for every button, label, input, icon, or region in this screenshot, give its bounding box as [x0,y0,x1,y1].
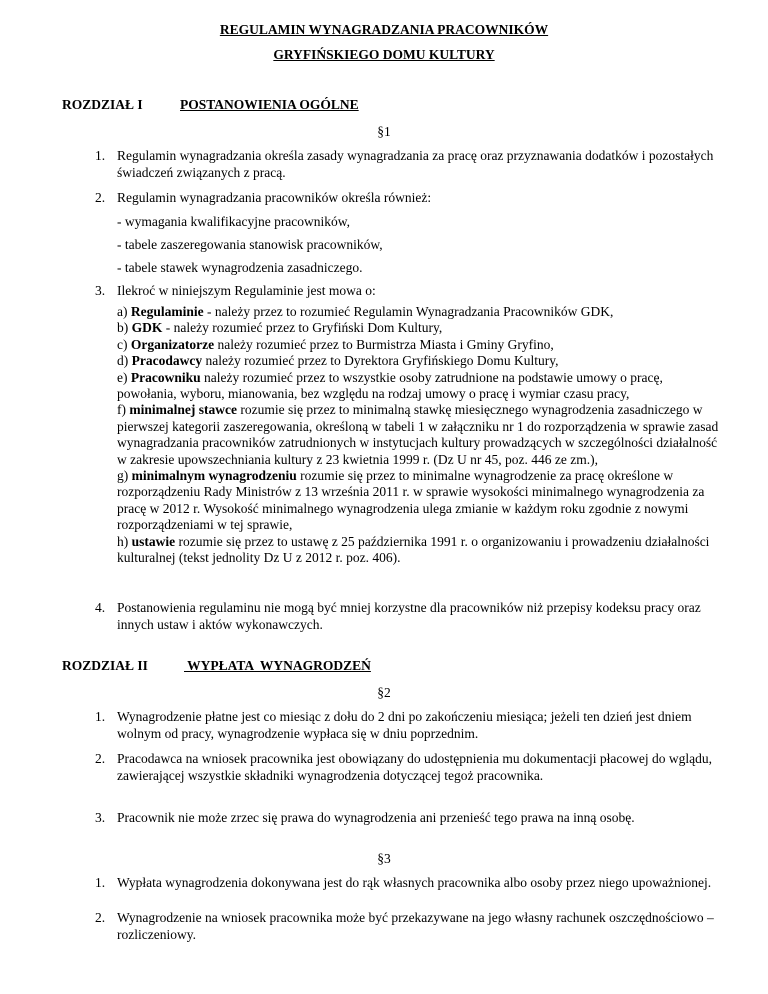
definition-term: Pracodawcy [131,353,203,369]
chapter-2-heading [62,658,371,674]
list-item-text: Postanowienia regulaminu nie mogą być mniej korzystne dla pracowników niż przepisy kodeksu pracy oraz innych ustaw i aktów wykonawczych. [117,600,701,632]
list-item-number: 1. [95,148,106,163]
list-item-number: 3. [95,810,106,825]
definition-prefix: g) [117,468,132,484]
definition-item [117,304,721,320]
document-title-line-2: GRYFIŃSKIEGO DOMU KULTURY [273,47,495,62]
definition-text: należy rozumieć przez to Burmistrza Miasta i Gminy Gryfino, [214,336,554,352]
definition-prefix: a) [117,304,131,319]
definition-text: rozumie się przez to minimalne wynagrodzenie za pracę określone w rozporządzeniu Rady Ministrów z 13 września 2011 r. w sprawie wysokości minimalnego wynagrodzenia za pracę w 2012 r. Wysokość minimalnego wynagrodzenia ulega zmianie w każdym roku zgodnie z nowymi rozporządzeniami w tej sprawie, [117,468,705,533]
sub-item: - tabele zaszeregowania stanowisk pracowników, [117,237,383,252]
definition-prefix: b) [117,320,132,336]
list-item-text: Ilekroć w niniejszym Regulaminie jest mowa o: [117,283,376,298]
definition-text: rozumie się przez to ustawę z 25 października 1991 r. o organizowaniu i prowadzeniu działalności kulturalnej (tekst jednolity Dz U z 2012 r. poz. 406). [117,533,710,566]
list-item-text: Wypłata wynagrodzenia dokonywana jest do rąk własnych pracownika albo osoby przez niego upoważnionej. [117,875,712,890]
definition-text: - należy rozumieć przez to Gryfiński Dom Kultury, [162,320,443,336]
list-item-number: 3. [95,283,106,298]
definition-text: należy rozumieć przez to wszystkie osoby zatrudnione na podstawie umowy o pracę, powołania, wyboru, mianowania, bez względu na rodzaj umowy o pracę i wymiar czasu pracy, [117,369,663,402]
definition-item [117,370,721,403]
definition-term: Regulaminie [130,304,204,319]
paragraph-sign-2: §2 [377,685,391,700]
chapter-1-heading [62,97,359,113]
list-item-number: 1. [95,709,106,724]
list-item-number: 2. [95,190,106,205]
paragraph-sign-1: §1 [377,124,391,139]
chapter-2-label: ROZDZIAŁ II [62,658,148,673]
definition-term: Organizatorze [130,336,215,352]
list-item-text: Pracownik nie może zrzec się prawa do wynagrodzenia ani przenieść tego prawa na inną osobę. [117,810,635,825]
definition-term: minimalnej stawce [129,402,237,418]
sub-item: - tabele stawek wynagrodzenia zasadniczego. [117,260,363,275]
definition-prefix: c) [117,336,131,352]
list-item-text: Regulamin wynagradzania pracowników określa również: [117,190,432,205]
definition-item [117,402,721,468]
definition-text: rozumie się przez to minimalną stawkę miesięcznego wynagrodzenia zasadniczego w pierwszej kategorii zaszeregowania, określoną w tabeli 1 w załączniku nr 1 do rozporządzenia w sprawie zasad wynagradzania pracowników zatrudnionych w instytucjach kultury prowadzących w szczególności działalność w zakresie upowszechniania kultury z 23 kwietnia 1999 r. (Dz U nr 45, poz. 446 ze zm.), [117,402,719,467]
list-item-text: Regulamin wynagradzania określa zasady wynagradzania za pracę oraz przyznawania dodatków i pozostałych świadczeń związanych z pracą. [117,148,714,180]
definition-term: GDK [131,320,163,336]
list-item-number: 4. [95,600,106,615]
definition-term: Pracowniku [130,369,201,385]
definition-prefix: d) [117,353,132,369]
definition-item [117,337,721,353]
list-item-number: 2. [95,910,106,925]
definitions-list [117,304,721,567]
sub-item: - wymagania kwalifikacyjne pracowników, [117,214,351,229]
list-item-text: Wynagrodzenie płatne jest co miesiąc z dołu do 2 dni po zakończeniu miesiąca; jeżeli ten dzień jest dniem wolnym od pracy, wynagrodzenie wypłaca się w dniu poprzednim. [117,709,692,741]
definition-item [117,468,721,534]
list-item-number: 1. [95,875,106,890]
chapter-1-label: ROZDZIAŁ I [62,97,143,112]
definition-text: - należy przez to rozumieć Regulamin Wynagradzania Pracowników GDK, [203,304,614,319]
definition-text: należy rozumieć przez to Dyrektora Gryfińskiego Domu Kultury, [202,353,559,369]
definition-item [117,320,721,336]
definition-prefix: f) [117,402,130,418]
definition-prefix: h) [117,533,132,549]
paragraph-sign-3: §3 [377,851,391,866]
list-item-text: Pracodawca na wniosek pracownika jest obowiązany do udostępnienia mu dokumentacji płacowej do wglądu, zawierającej wszystkie składniki wynagrodzenia dotyczącej tegoż pracownika. [117,751,712,783]
definition-term: minimalnym wynagrodzeniu [131,468,297,484]
definition-item [117,534,721,567]
chapter-2-name: WYPŁATA WYNAGRODZEŃ [184,658,371,673]
definition-item [117,353,721,369]
chapter-1-name: POSTANOWIENIA OGÓLNE [180,97,359,112]
definition-prefix: e) [117,369,131,385]
list-item-text: Wynagrodzenie na wniosek pracownika może być przekazywane na jego własny rachunek oszczędnościowo – rozliczeniowy. [117,910,714,942]
list-item-number: 2. [95,751,106,766]
document-title-line-1: REGULAMIN WYNAGRADZANIA PRACOWNIKÓW [219,22,549,37]
definition-term: ustawie [131,533,176,549]
